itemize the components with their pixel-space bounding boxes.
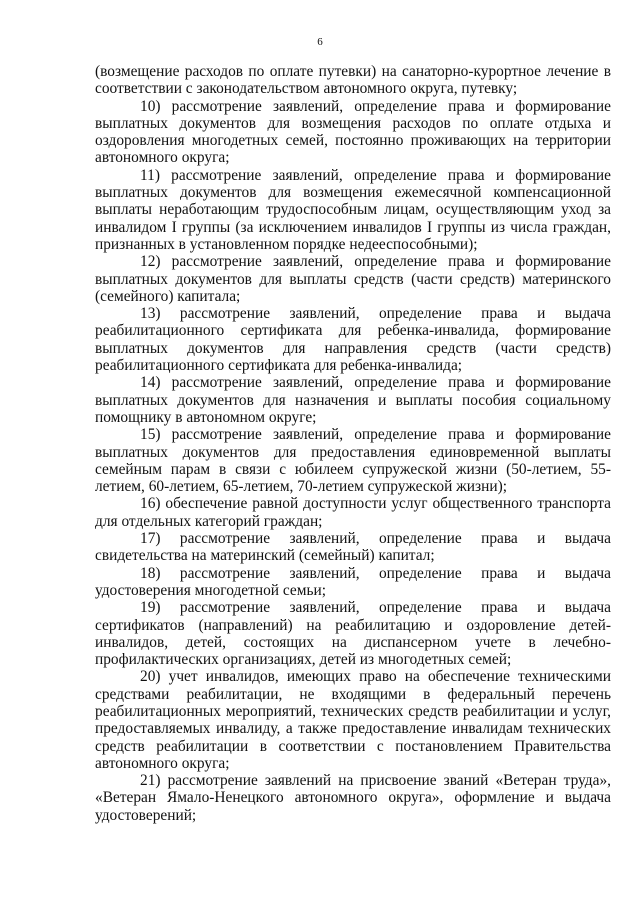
paragraph-item-12: 12) рассмотрение заявлений, определение права и формирование выплатных документов для выплаты средств (части средств) материнского (семейного) капитала;	[95, 253, 611, 305]
paragraph-item-21: 21) рассмотрение заявлений на присвоение званий «Ветеран труда», «Ветеран Ямало-Ненецкого автономного округа», оформление и выдача удостоверений;	[95, 772, 611, 824]
paragraph-item-13: 13) рассмотрение заявлений, определение права и выдача реабилитационного сертификата для ребенка-инвалида, формирование выплатных документов для направления средств (части средств) реабилитационного сертификата для ребенка-инвалида;	[95, 305, 611, 375]
paragraph-item-11: 11) рассмотрение заявлений, определение права и формирование выплатных документов для возмещения ежемесячной компенсационной выплаты неработающим трудоспособным лицам, осуществляющим уход за инвалидом I группы (за исключением инвалидов I группы из числа граждан, признанных в установленном порядке недееспособными);	[95, 166, 611, 253]
document-body	[95, 63, 611, 824]
paragraph-item-16: 16) обеспечение равной доступности услуг общественного транспорта для отдельных категорий граждан;	[95, 495, 611, 530]
paragraph-item-14: 14) рассмотрение заявлений, определение права и формирование выплатных документов для назначения и выплаты пособия социальному помощнику в автономном округе;	[95, 374, 611, 426]
paragraph-item-15: 15) рассмотрение заявлений, определение права и формирование выплатных документов для предоставления единовременной выплаты семейным парам в связи с юбилеем супружеской жизни (50-летием, 55-летием, 60-летием, 65-летием, 70-летием супружеской жизни);	[95, 426, 611, 496]
paragraph-item-20: 20) учет инвалидов, имеющих право на обеспечение техническими средствами реабилитации, не входящими в федеральный перечень реабилитационных мероприятий, технических средств реабилитации и услуг, предоставляемых инвалиду, а также предоставление инвалидам технических средств реабилитации в соответствии с постановлением Правительства автономного округа;	[95, 668, 611, 772]
paragraph-item-18: 18) рассмотрение заявлений, определение права и выдача удостоверения многодетной семьи;	[95, 564, 611, 599]
paragraph-continuation: (возмещение расходов по оплате путевки) на санаторно-курортное лечение в соответствии с законодательством автономного округа, путевку;	[95, 63, 611, 98]
paragraph-item-10: 10) рассмотрение заявлений, определение права и формирование выплатных документов для возмещения расходов по оплате отдыха и оздоровления многодетных семей, постоянно проживающих на территории автономного округа;	[95, 97, 611, 167]
page-number: 6	[317, 36, 323, 48]
paragraph-item-19: 19) рассмотрение заявлений, определение права и выдача сертификатов (направлений) на реабилитацию и оздоровление детей-инвалидов, детей, состоящих на диспансерном учете в лечебно-профилактических организациях, детей из многодетных семей;	[95, 599, 611, 669]
paragraph-item-17: 17) рассмотрение заявлений, определение права и выдача свидетельства на материнский (семейный) капитал;	[95, 530, 611, 565]
